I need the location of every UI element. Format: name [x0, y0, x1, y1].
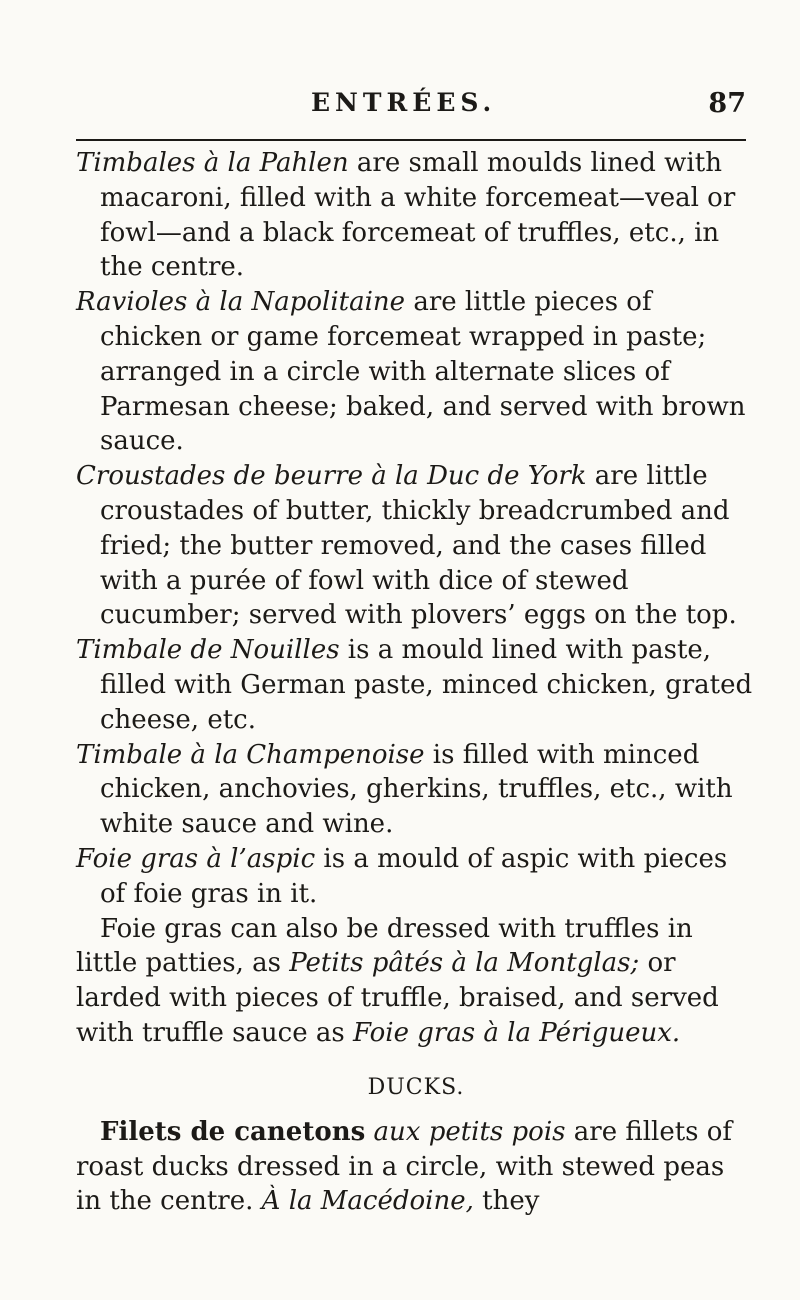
page-number: 87: [708, 88, 746, 119]
entry-term: Ravioles à la Napolitaine: [76, 287, 406, 318]
paragraph-term: aux petits pois: [373, 1116, 566, 1147]
header-rule: [76, 139, 746, 141]
paragraph-term: Petits pâtés à la Montglas;: [289, 948, 640, 979]
paragraph-ducks: [76, 1115, 756, 1219]
paragraph-foie-gras: [76, 912, 756, 1051]
paragraph-term: À la Macédoine,: [261, 1186, 474, 1217]
paragraph-lead: Filets de canetons: [100, 1116, 366, 1147]
entry-text: are small moulds lined with macaroni, filled with a white forcemeat—veal or fowl—and a black forcemeat of truffles, etc., in the centre.: [100, 148, 736, 283]
running-head: ENTRÉES.: [311, 88, 497, 117]
paragraph-text: are fillets of roast ducks dressed in a circle, with stewed peas in the centre.: [76, 1116, 733, 1217]
entry-croustades: [76, 459, 756, 633]
entry-term: Timbales à la Pahlen: [76, 148, 349, 178]
section-heading-ducks: DUCKS.: [367, 1074, 465, 1100]
entry-text: is a mould lined with paste, filled with German paste, minced chicken, grated cheese, etc.: [100, 635, 753, 735]
entry-term: Timbale à la Champenoise: [76, 739, 425, 770]
entry-term: Croustades de beurre à la Duc de York: [76, 461, 587, 492]
entry-text: is filled with minced chicken, anchovies, gherkins, truffles, etc., with white sauce and wine.: [100, 739, 733, 840]
entry-text: is a mould of aspic with pieces of foie gras in it.: [100, 843, 728, 909]
page-body: [76, 146, 756, 1219]
entry-term: Timbale de Nouilles: [76, 635, 340, 666]
paragraph-text: they: [473, 1186, 540, 1217]
entry-timbale-champenoise: [76, 738, 756, 842]
entry-foie-gras-aspic: [76, 842, 756, 912]
entry-text: are little croustades of butter, thickly breadcrumbed and fried; the butter removed, and the cases filled with a purée of fowl with dice of stewed cucumber; served with plovers’ eggs on the top.: [100, 461, 737, 631]
entry-text: are little pieces of chicken or game forcemeat wrapped in paste; arranged in a circle with alternate slices of Parmesan cheese; baked, and served with brown sauce.: [100, 287, 746, 457]
paragraph-text: Foie gras can also be dressed with truffles in little patties, as: [76, 913, 693, 979]
page-header: [76, 0, 746, 120]
paragraph-text: or larded with pieces of truffle, braised, and served with truffle sauce as: [76, 948, 719, 1048]
entry-timbale-nouilles: [76, 633, 756, 737]
entry-timbales-pahlen: [76, 146, 756, 285]
paragraph-term: Foie gras à la Périgueux.: [353, 1017, 681, 1048]
entry-ravioles: [76, 285, 756, 459]
entry-term: Foie gras à l’aspic: [76, 843, 316, 874]
